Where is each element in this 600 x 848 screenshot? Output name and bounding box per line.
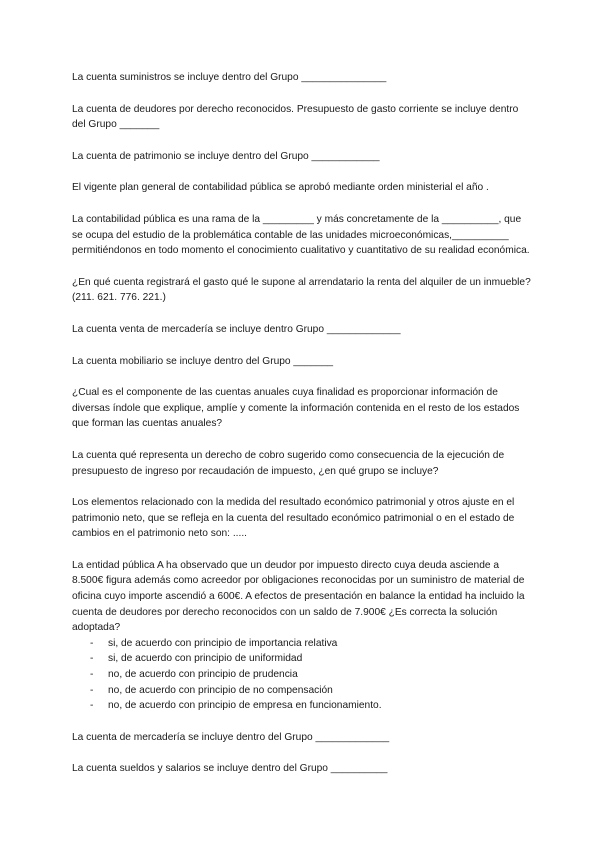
question-mobiliario: La cuenta mobiliario se incluye dentro del Grupo _______	[72, 355, 334, 367]
question-patrimonio: La cuenta de patrimonio se incluye dentro del Grupo ____________	[72, 150, 380, 162]
option-item: - no, de acuerdo con principio de prudencia	[72, 667, 532, 683]
question-arrendatario: ¿En qué cuenta registrará el gasto qué le supone al arrendatario la renta del alquiler de un inmueble? (211. 621. 776. 221.)	[72, 276, 531, 304]
document-body	[72, 70, 532, 793]
option-item: - si, de acuerdo con principio de uniformidad	[72, 651, 532, 667]
answer-options	[72, 636, 532, 714]
question-cuentas-anuales: ¿Cual es el componente de las cuentas anuales cuya finalidad es proporcionar información de diversas índole que explique, amplíe y comente la información contenida en el resto de los estados que forman las cuentas anuales?	[72, 387, 520, 430]
question-derecho-cobro: La cuenta qué representa un derecho de cobro sugerido como consecuencia de la ejecución de presupuesto de ingreso por recaudación de impuesto, ¿en qué grupo se incluye?	[72, 449, 505, 477]
question-contabilidad-publica: La contabilidad pública es una rama de la _________ y más concretamente de la __________, que se ocupa del estudio de la problemática contable de las unidades microeconómicas,__________ permitiéndonos en todo momento el conocimiento cualitativo y cuantitativo de su realidad económica.	[72, 213, 530, 257]
question-mercaderia: La cuenta de mercadería se incluye dentro del Grupo _____________	[72, 731, 390, 743]
question-plan-general: El vigente plan general de contabilidad pública se aprobó mediante orden ministerial el año .	[72, 182, 489, 194]
option-item: - no, de acuerdo con principio de no compensación	[72, 683, 532, 699]
question-resultado-economico: Los elementos relacionado con la medida del resultado económico patrimonial y otros ajuste en el patrimonio neto, que se refleja en la cuenta del resultado económico patrimonial o en el estado de cambios en el patrimonio neto son: .....	[72, 497, 515, 540]
option-item: - si, de acuerdo con principio de importancia relativa	[72, 636, 532, 652]
option-item: - no, de acuerdo con principio de empresa en funcionamiento.	[72, 698, 532, 714]
question-deudores-derecho: La cuenta de deudores por derecho reconocidos. Presupuesto de gasto corriente se incluye dentro del Grupo _______	[72, 103, 519, 131]
question-entidad-publica: La entidad pública A ha observado que un deudor por impuesto directo cuya deuda asciende a 8.500€ figura además como acreedor por obligaciones reconocidas por un suministro de material de oficina cuyo importe ascendió a 600€. A efectos de presentación en balance la entidad ha incluido la cuenta de deudores por derecho reconocidos con un saldo de 7.900€ ¿Es correcta la solución adoptada?	[72, 559, 525, 634]
question-suministros: La cuenta suministros se incluye dentro del Grupo _______________	[72, 72, 387, 83]
question-sueldos-salarios: La cuenta sueldos y salarios se incluye dentro del Grupo __________	[72, 763, 388, 775]
question-venta-mercaderia: La cuenta venta de mercadería se incluye dentro Grupo _____________	[72, 323, 401, 335]
